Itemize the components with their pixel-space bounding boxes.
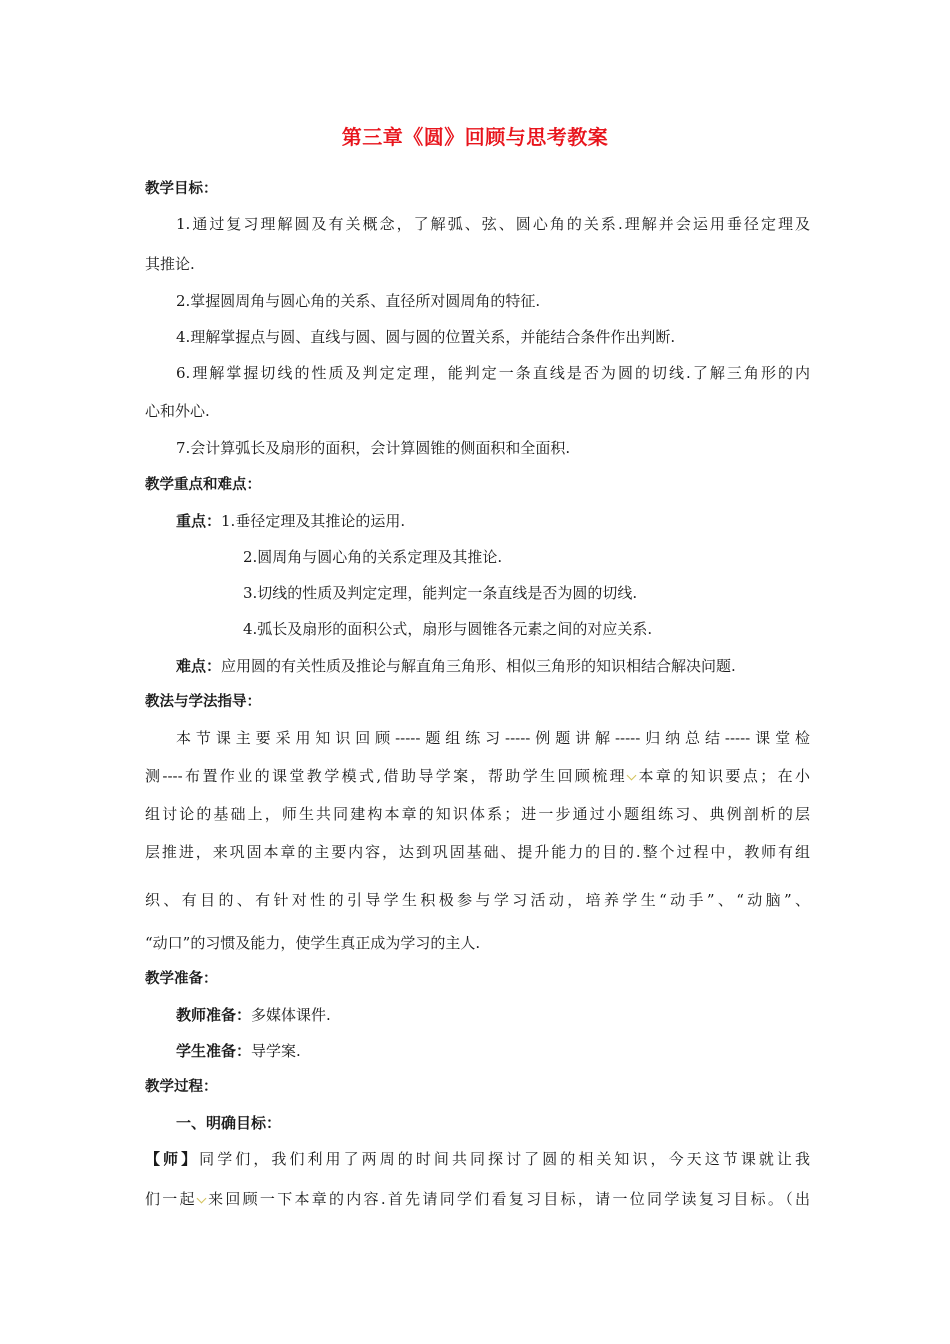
goal-item-6-line-1: 6.理解掌握切线的性质及判定定理，能判定一条直线是否为圆的切线.了解三角形的内 (176, 364, 810, 382)
difficulty-label: 难点： (176, 657, 222, 675)
methods-line-6: “动口”的习惯及能力，使学生真正成为学习的主人. (145, 934, 481, 952)
key-label: 重点： (176, 512, 222, 530)
teacher-preparation-label: 教师准备： (176, 1006, 252, 1024)
process-paragraph-line-1 (145, 1147, 810, 1171)
methods-line-4: 层推进，来巩固本章的主要内容，达到巩固基础、提升能力的目的.整个过程中，教师有组 (145, 843, 810, 861)
goal-item-1-line-1: 1.通过复习理解圆及有关概念，了解弧、弦、圆心角的关系.理解并会运用垂径定理及 (176, 215, 810, 233)
key-point-2: 2.圆周角与圆心角的关系定理及其推论. (243, 548, 503, 566)
methods-line-5: 织、有目的、有针对性的引导学生积极参与学习活动，培养学生“动手”、“动脑”、 (145, 891, 810, 909)
process-section-1-heading: 一、明确目标： (176, 1114, 282, 1132)
goal-item-4: 4.理解掌握点与圆、直线与圆、圆与圆的位置关系，并能结合条件作出判断. (176, 328, 676, 346)
difficulty-point (176, 654, 810, 678)
key-points-heading: 教学重点和难点： (145, 477, 261, 493)
process-paragraph-line-2-part-b: 来回顾一下本章的内容.首先请同学们看复习目标，请一位同学读复习目标。（出 (205, 1190, 810, 1208)
process-paragraph-line-1-text: 同学们，我们利用了两周的时间共同探讨了圆的相关知识，今天这节课就让我 (199, 1150, 810, 1168)
process-paragraph-line-2 (145, 1187, 810, 1211)
goal-item-1-line-2: 其推论. (145, 255, 195, 273)
student-preparation-label: 学生准备： (176, 1042, 252, 1060)
process-heading: 教学过程： (145, 1079, 218, 1095)
goal-item-6-line-2: 心和外心. (145, 402, 210, 420)
methods-line-3: 组讨论的基础上，师生共同建构本章的知识体系；进一步通过小题组练习、典例剖析的层 (145, 805, 810, 823)
methods-line-2-part-b: 本章的知识要点；在小 (636, 767, 810, 785)
key-point-3: 3.切线的性质及判定定理，能判定一条直线是否为圆的切线. (243, 584, 638, 602)
student-preparation-text: 导学案. (251, 1042, 301, 1060)
document-title: 第三章《圆》回顾与思考教案 (341, 125, 609, 149)
key-point-1 (176, 509, 810, 533)
preparation-heading: 教学准备： (145, 971, 218, 987)
teacher-preparation (176, 1003, 810, 1027)
teacher-preparation-text: 多媒体课件. (251, 1006, 331, 1024)
methods-line-2-part-a: 测----布置作业的课堂教学模式,借助导学案，帮助学生回顾梳理 (145, 767, 628, 785)
goals-heading: 教学目标： (145, 181, 218, 197)
key-point-4: 4.弧长及扇形的面积公式，扇形与圆锥各元素之间的对应关系. (243, 620, 653, 638)
methods-line-1: 本节课主要采用知识回顾-----题组练习-----例题讲解-----归纳总结-----课堂检 (176, 729, 810, 747)
process-paragraph-line-2-part-a: 们一起 (145, 1190, 197, 1208)
insertion-mark-icon (196, 1194, 206, 1204)
methods-line-2 (145, 764, 810, 788)
key-point-1-text: 1.垂径定理及其推论的运用. (221, 512, 406, 530)
teacher-speech-label: 【师】 (145, 1150, 200, 1168)
student-preparation (176, 1039, 810, 1063)
goal-item-7: 7.会计算弧长及扇形的面积，会计算圆锥的侧面积和全面积. (176, 439, 571, 457)
difficulty-text: 应用圆的有关性质及推论与解直角三角形、相似三角形的知识相结合解决问题. (221, 657, 736, 675)
methods-heading: 教法与学法指导： (145, 694, 261, 710)
goal-item-2: 2.掌握圆周角与圆心角的关系、直径所对圆周角的特征. (176, 292, 541, 310)
